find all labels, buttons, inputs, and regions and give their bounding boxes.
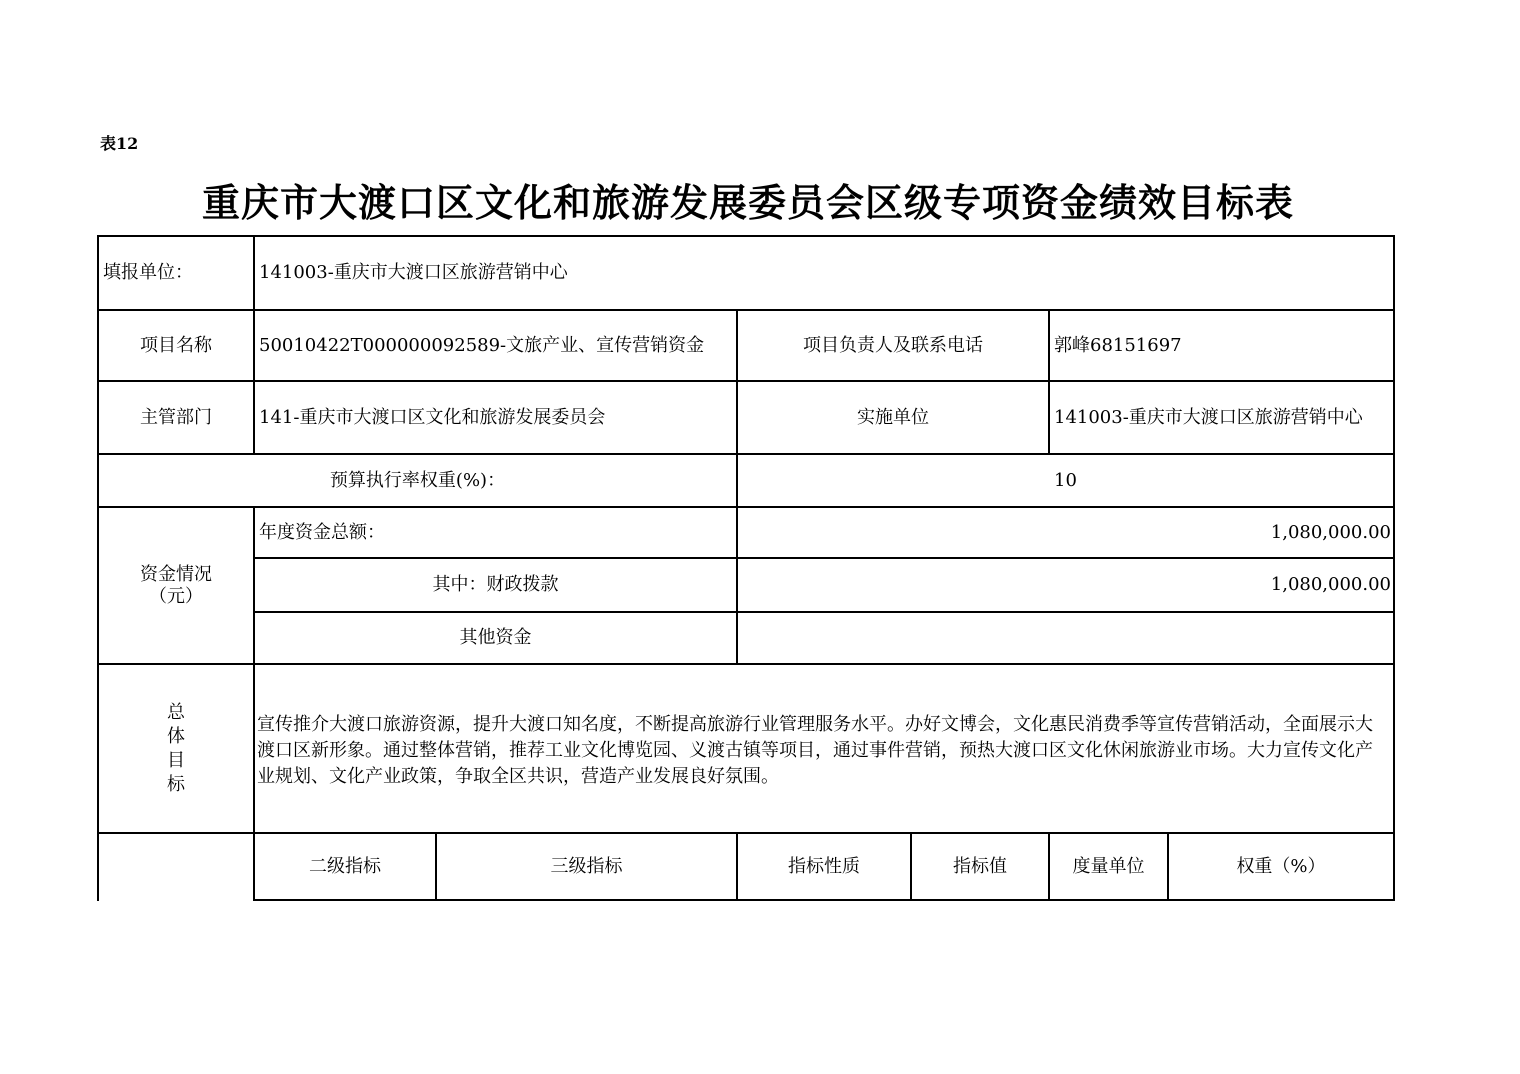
budget-weight-value: 10 (1054, 469, 1077, 491)
border-right (1393, 235, 1395, 901)
project-name-value: 50010422T000000092589-文旅产业、宣传营销资金 (259, 334, 705, 356)
report-unit-label: 填报单位： (103, 262, 193, 283)
project-name-label: 项目名称 (140, 334, 212, 356)
indicator-header-level3: 三级指标 (550, 855, 623, 877)
fiscal-label: 其中：财政拨款 (432, 574, 559, 595)
funds-label (99, 508, 253, 663)
impl-unit-value: 141003-重庆市大渡口区旅游营销中心 (1054, 406, 1363, 428)
indicator-header-value: 指标值 (953, 855, 1007, 877)
other-funds-value (738, 613, 1393, 663)
table-number-label: 表12 (100, 134, 139, 153)
department-label: 主管部门 (140, 406, 212, 428)
project-lead-value: 郭峰68151697 (1054, 334, 1182, 356)
indicator-header-unit: 度量单位 (1072, 855, 1145, 877)
border-bottom (253, 899, 1395, 901)
other-funds-label: 其他资金 (459, 627, 532, 648)
goal-label-char-4: 标 (167, 773, 185, 795)
project-lead-label: 项目负责人及联系电话 (803, 334, 983, 356)
indicator-header-nature: 指标性质 (788, 855, 860, 877)
impl-unit-label: 实施单位 (857, 406, 929, 428)
page-title: 重庆市大渡口区文化和旅游发展委员会区级专项资金绩效目标表 (201, 180, 1294, 225)
budget-weight-label: 预算执行率权重(%)： (329, 469, 506, 491)
indicator-header-weight: 权重（%） (1236, 855, 1326, 877)
goal-label-char-3: 目 (167, 749, 185, 771)
annual-total-label: 年度资金总额： (259, 521, 385, 543)
goal-label-char-1: 总 (167, 701, 185, 723)
annual-total-value: 1,080,000.00 (1270, 521, 1391, 543)
fiscal-value: 1,080,000.00 (1270, 574, 1391, 595)
department-value: 141-重庆市大渡口区文化和旅游发展委员会 (259, 406, 606, 428)
funds-label-line2: （元） (149, 585, 203, 607)
goal-label (99, 665, 253, 832)
border-row5 (97, 663, 1395, 665)
report-unit-value: 141003-重庆市大渡口区旅游营销中心 (259, 262, 568, 283)
goal-text: 宣传推介大渡口旅游资源，提升大渡口知名度，不断提高旅游行业管理服务水平。办好文博会，文化惠民消费季等宣传营销活动，全面展示大渡口区新形象。通过整体营销，推荐工业文化博览园、义渡古镇等项目，通过事件营销，预热大渡口区文化休闲旅游业市场。大力宣传文化产业规划、文化产业政策，争取全区共识，营造产业发展良好氛围。 (257, 714, 1373, 787)
indicator-header-level2: 二级指标 (309, 855, 381, 877)
funds-label-line1: 资金情况 (140, 563, 212, 585)
goal-label-char-2: 体 (167, 725, 185, 747)
